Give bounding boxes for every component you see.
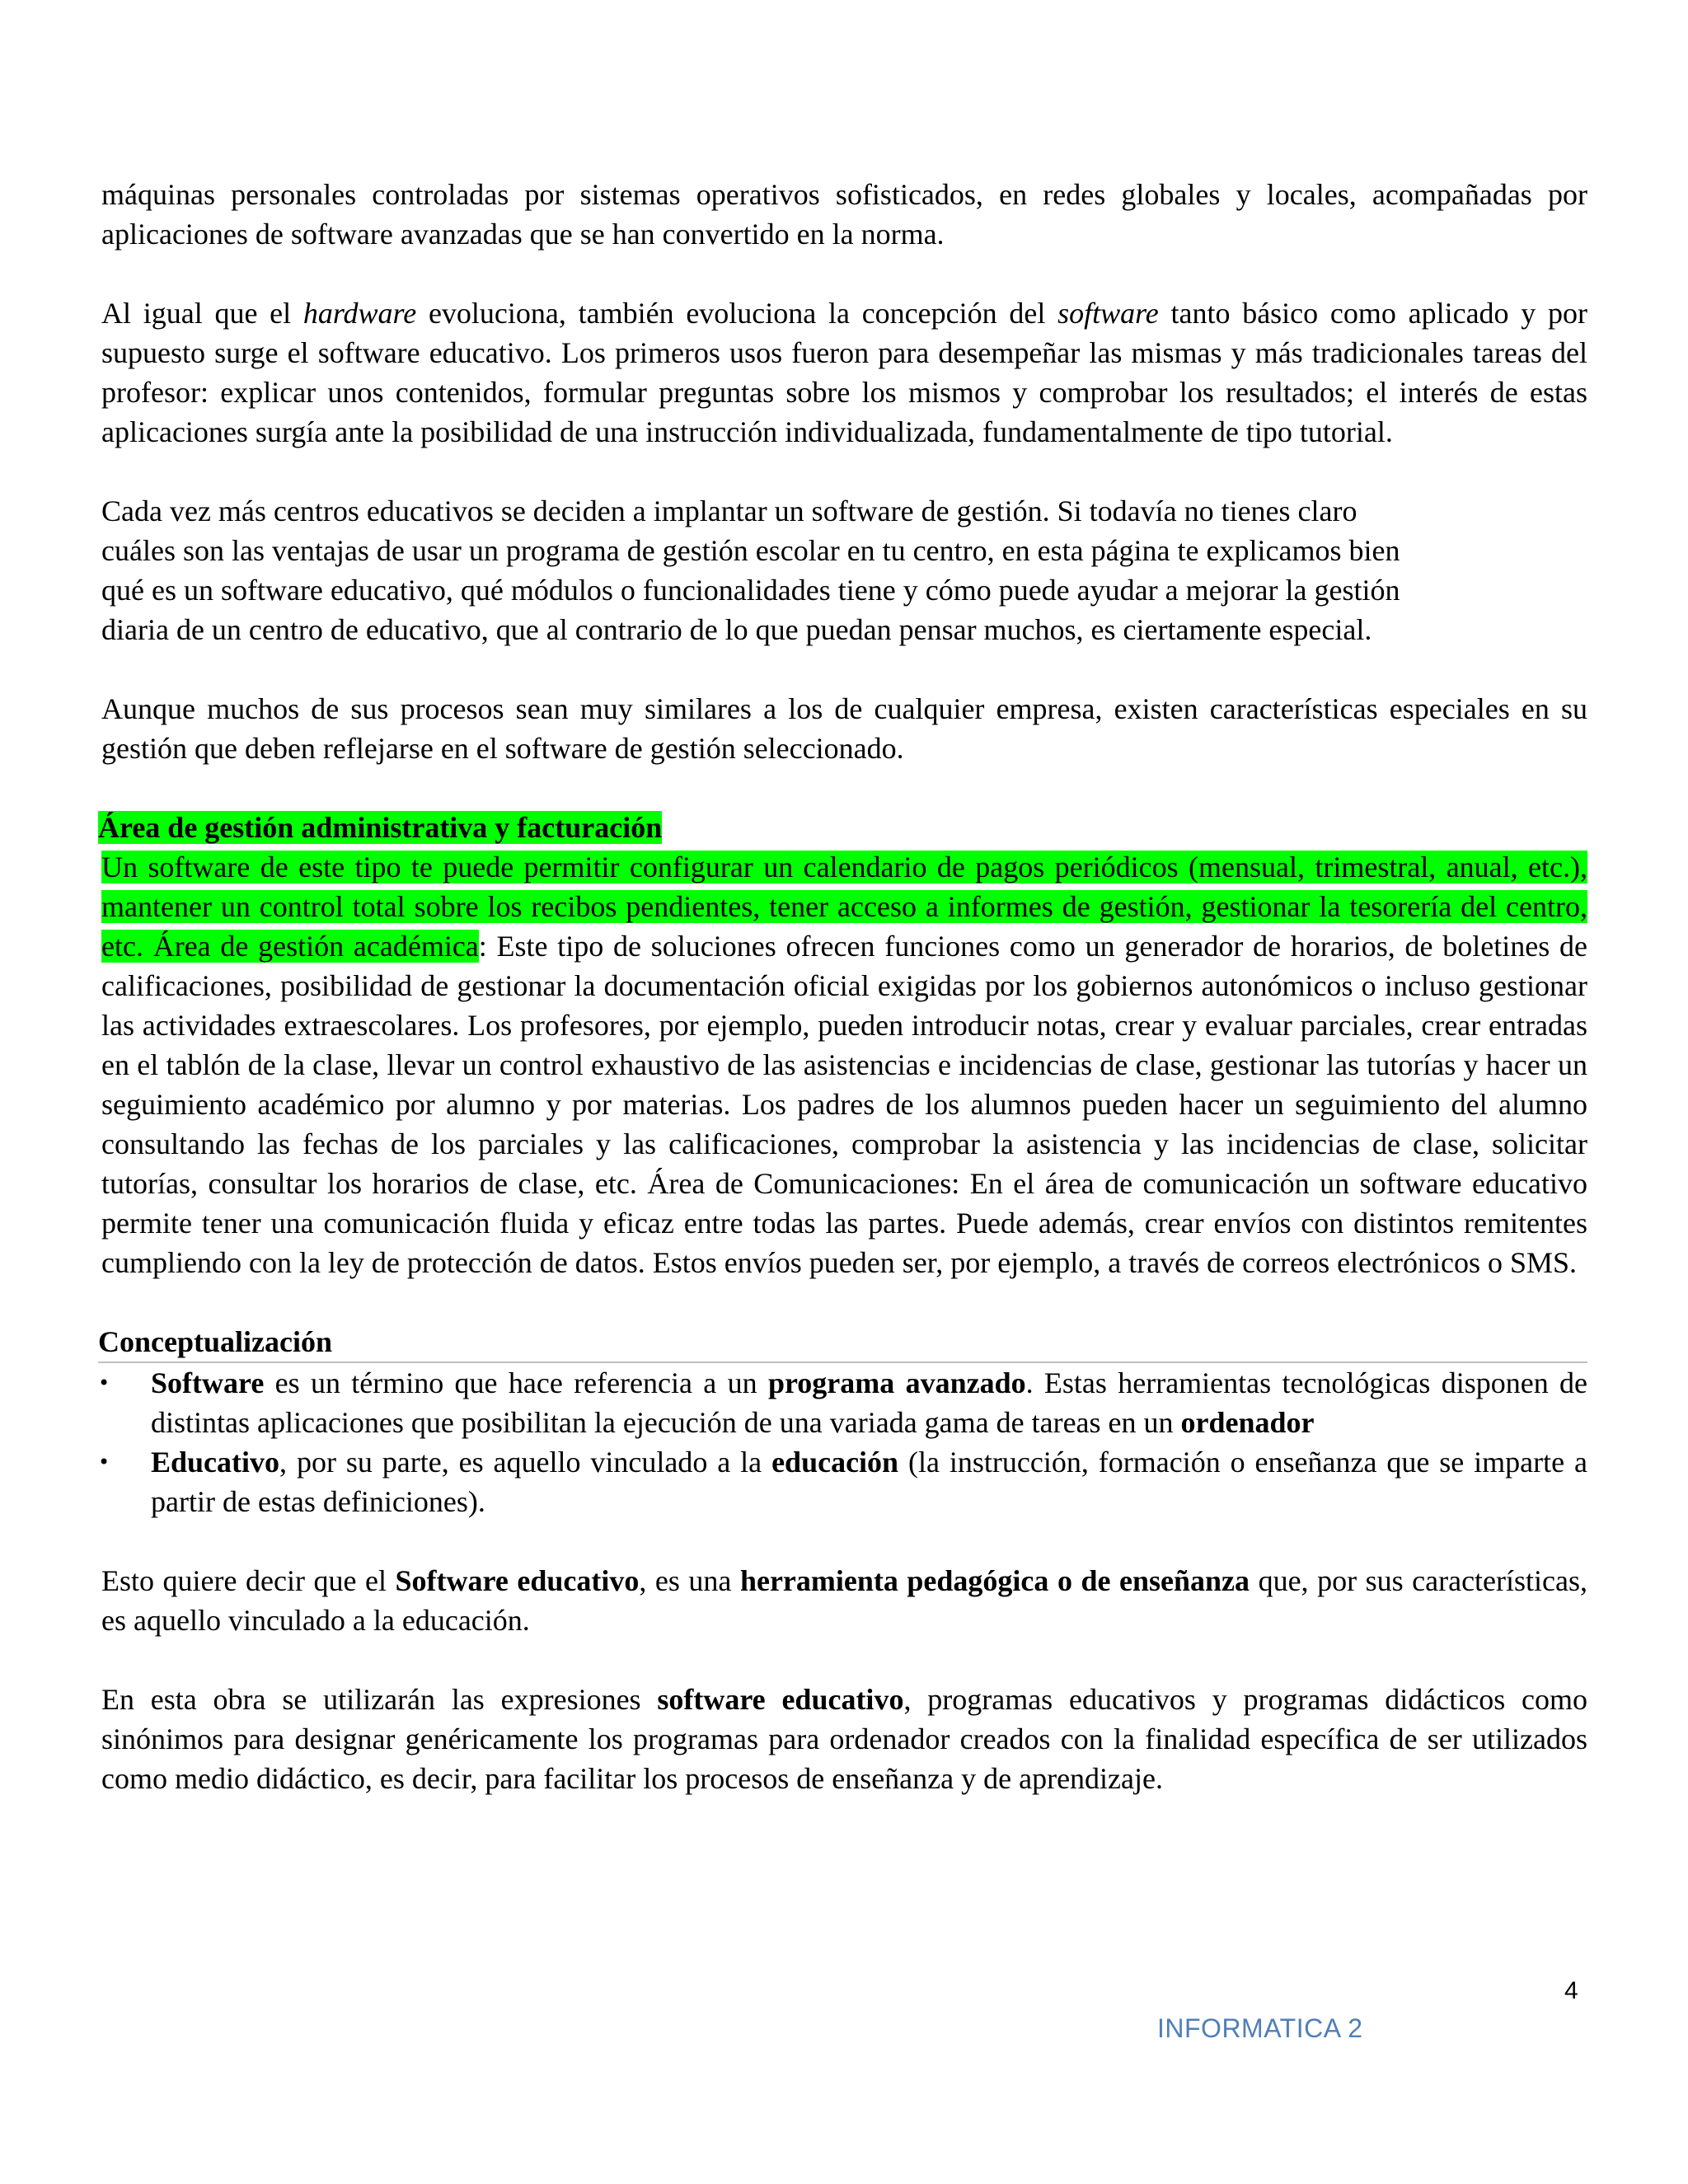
bold-term: programa avanzado — [767, 1366, 1026, 1399]
page-number: 4 — [1564, 1977, 1578, 2004]
paragraph-hardware-software — [101, 293, 1587, 452]
text-run: . Estas herramientas tecnológicas disponen de distintas aplicaciones que posibilitan la ejecución de una variada gama de tareas en un — [151, 1366, 1588, 1439]
text-run: , por su parte, es aquello vinculado a la — [279, 1446, 772, 1479]
bold-term: Software — [151, 1366, 265, 1399]
bold-term: software educativo — [657, 1683, 904, 1716]
paragraph-centros — [101, 491, 1587, 649]
bullet-list — [98, 1363, 1588, 1521]
paragraph-line: Cada vez más centros educativos se deciden a implantar un software de gestión. Si todavía no tienes claro — [101, 494, 1357, 527]
list-item — [98, 1363, 1588, 1442]
text-run: tanto básico como aplicado y por supuesto surge el software educativo. Los primeros usos fueron para desempeñar las mismas y más tradicionales tareas del profesor: explicar unos contenidos, formular preguntas sobre los mismos y comprobar los resultados; el interés de estas aplicaciones surgía ante la posibilidad de una instrucción individualizada, fundamentalmente de tipo tutorial. — [101, 297, 1587, 448]
paragraph-obra — [101, 1680, 1587, 1798]
section-concept — [98, 1322, 1588, 1521]
paragraph-intro: máquinas personales controladas por sistemas operativos sofisticados, en redes globales y locales, acompañadas por aplicaciones de software avanzadas que se han convertido en la norma. — [101, 178, 1587, 251]
text-run: Al igual que el — [101, 297, 303, 330]
text-run: es un término que hace referencia a un — [264, 1366, 768, 1399]
paragraph-admin-body — [101, 847, 1587, 1282]
text-run: En esta obra se utilizarán las expresiones — [101, 1683, 658, 1716]
bold-term: Educativo — [151, 1446, 280, 1479]
list-item — [98, 1442, 1587, 1521]
text-run: , es una — [639, 1564, 740, 1597]
paragraph-line: qué es un software educativo, qué módulos o funcionalidades tiene y cómo puede ayudar a mejorar la gestión — [101, 574, 1400, 607]
italic-hardware: hardware — [302, 297, 417, 330]
highlighted-text: Un software de este tipo te puede permitir configurar un calendario de pagos periódicos (mensual, trimestral, anual, etc.), mantener un control total sobre los recibos pendientes, tener acceso a informes de gestión, gestionar la tesorería del centro, etc. Área de gestión académica — [101, 851, 1587, 963]
text-run: : Este tipo de soluciones ofrecen funciones como un generador de horarios, de boletines de calificaciones, posibilidad de gestionar la documentación oficial exigidas por los gobiernos autonómicos o incluso gestionar las actividades extraescolares. Los profesores, por ejemplo, pueden introducir notas, crear y evaluar parciales, crear entradas en el tablón de la clase, llevar un control exhaustivo de las asistencias e incidencias de clase, gestionar las tutorías y hacer un seguimiento académico por alumno y por materias. Los padres de los alumnos pueden hacer un seguimiento del alumno consultando las fechas de los parciales y las calificaciones, comprobar la asistencia y las incidencias de clase, solicitar tutorías, consultar los horarios de clase, etc. Área de Comunicaciones: En el área de comunicación un software educativo permite tener una comunicación fluida y eficaz entre todas las partes. Puede además, crear envíos con distintos remitentes cumpliendo con la ley de protección de datos. Estos envíos pueden ser, por ejemplo, a través de correos electrónicos o SMS. — [101, 930, 1588, 1279]
bold-term: herramienta pedagógica o de enseñanza — [739, 1564, 1250, 1597]
bold-term: Software educativo — [395, 1564, 640, 1597]
bold-term: educación — [771, 1446, 899, 1479]
paragraph-procesos: Aunque muchos de sus procesos sean muy similares a los de cualquier empresa, existen características especiales en su gestión que deben reflejarse en el software de gestión seleccionado. — [101, 692, 1587, 765]
highlight-heading: Área de gestión administrativa y facturación — [98, 811, 663, 844]
text-run: (la instrucción, formación o enseñanza que se imparte a partir de estas definiciones). — [151, 1446, 1587, 1518]
footer-label: INFORMATICA 2 — [1157, 2013, 1363, 2043]
text-run: Esto quiere decir que el — [101, 1564, 396, 1597]
paragraph-software-educativo — [101, 1561, 1587, 1640]
bullet-icon: • — [98, 1451, 110, 1474]
bold-term: ordenador — [1180, 1406, 1315, 1439]
text-run: evoluciona, también evoluciona la concepción del — [416, 297, 1058, 330]
paragraph-line: diaria de un centro de educativo, que al contrario de lo que puedan pensar muchos, es ciertamente especial. — [101, 613, 1372, 646]
page-content — [98, 175, 1588, 1798]
bullet-icon: • — [98, 1371, 110, 1394]
text-run: , programas educativos y programas didácticos como sinónimos para designar genéricamente los programas para ordenador creados con la finalidad específica de ser utilizados como medio didáctico, es decir, para facilitar los procesos de enseñanza y de aprendizaje. — [101, 1683, 1587, 1795]
paragraph-line: cuáles son las ventajas de usar un programa de gestión escolar en tu centro, en esta página te explicamos bien — [101, 534, 1400, 567]
section-admin — [98, 808, 1588, 1282]
text-run: que, por sus características, es aquello vinculado a la educación. — [101, 1564, 1588, 1637]
italic-software: software — [1057, 297, 1159, 330]
section-heading-admin — [98, 808, 1587, 847]
section-heading-concept: Conceptualización — [98, 1322, 1587, 1363]
